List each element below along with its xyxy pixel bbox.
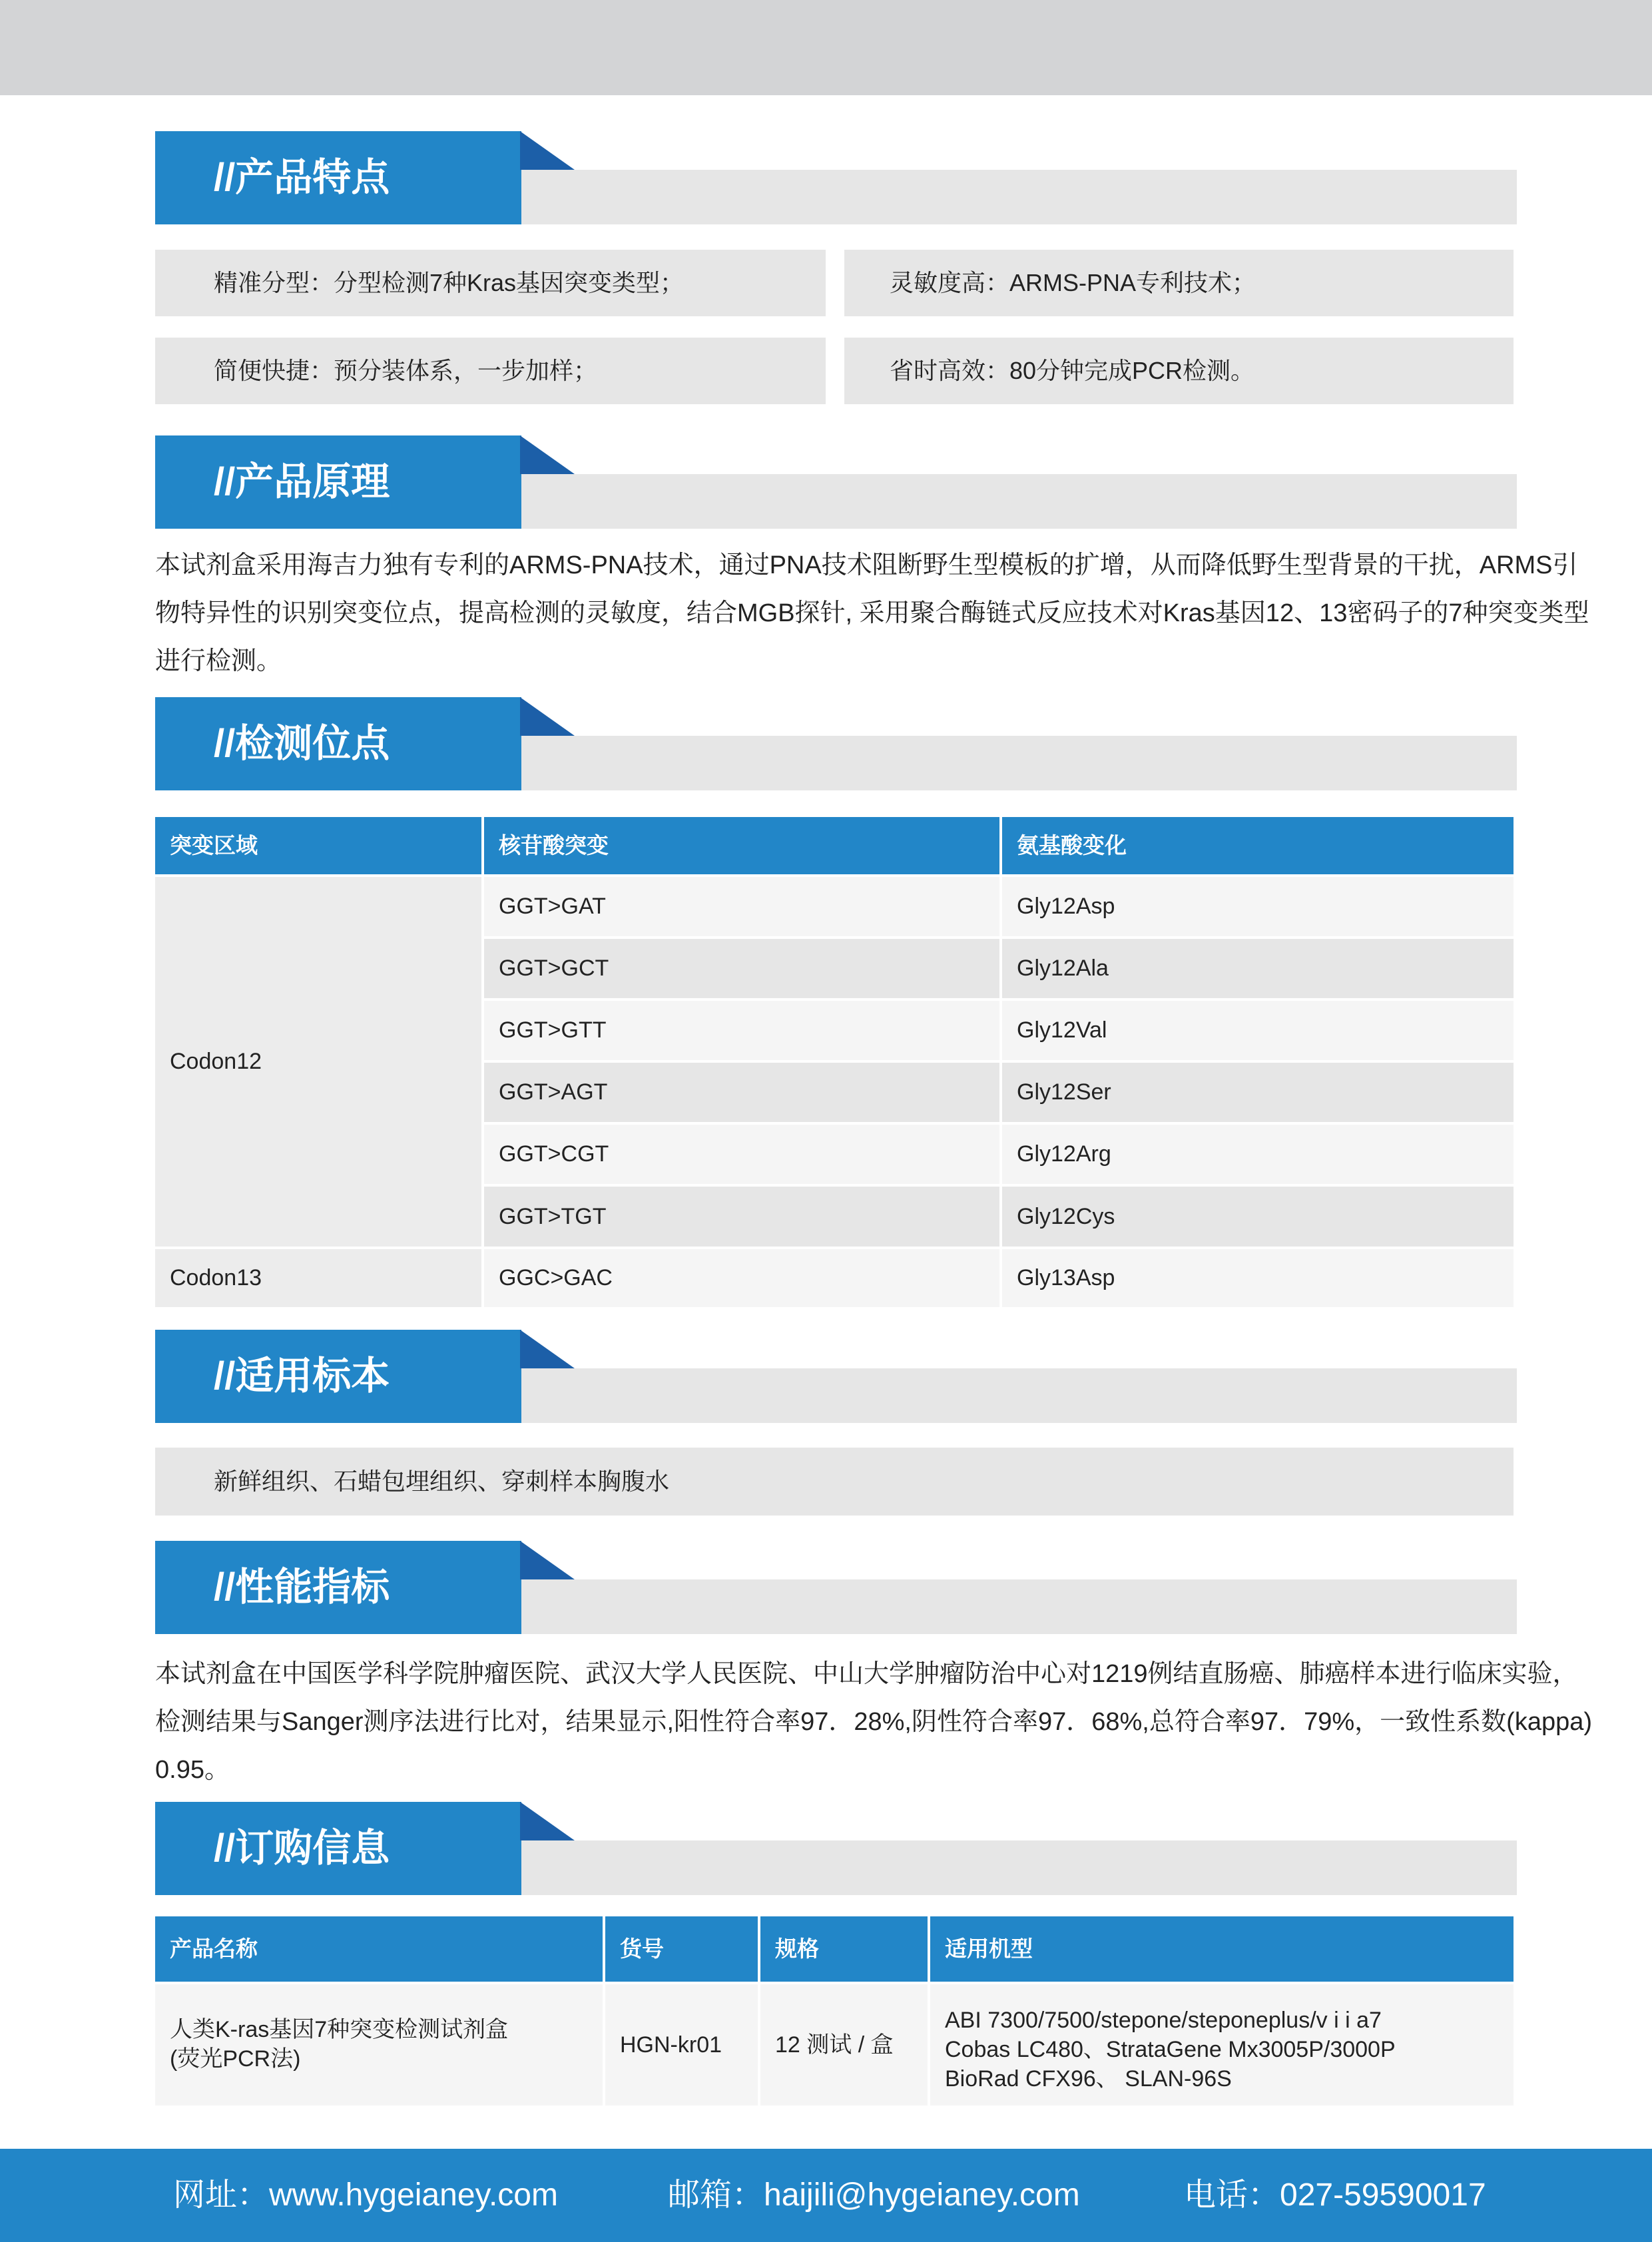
product-name-line: (荧光PCR法) (170, 2046, 301, 2072)
sku-cell: HGN-kr01 (605, 1984, 758, 2105)
table-header-cell: 核苷酸突变 (484, 817, 999, 874)
aa-cell: Gly13Asp (1002, 1249, 1514, 1307)
section-header-ordering (155, 1802, 1517, 1895)
principle-line: 物特异性的识别突变位点，提高检测的灵敏度，结合MGB探针, 采用聚合酶链式反应技术对Kras基因12、13密码子的7种突变类型 (155, 599, 1589, 627)
section-title: //适用标本 (214, 1354, 390, 1398)
specimen-text: 新鲜组织、石蜡包埋组织、穿刺样本胸腹水 (214, 1468, 670, 1495)
feature-text: 简便快捷：预分装体系，一步加样； (214, 357, 598, 384)
aa-cell: Gly12Asp (1002, 877, 1514, 936)
nt-cell: GGC>GAC (484, 1249, 999, 1307)
model-line: BioRad CFX96、 SLAN-96S (945, 2066, 1232, 2092)
section-title: //检测位点 (214, 722, 390, 765)
feature-box (155, 338, 826, 404)
feature-text: 灵敏度高：ARMS-PNA专利技术； (890, 269, 1256, 296)
top-band (0, 0, 1652, 95)
section-header-performance (155, 1541, 1517, 1634)
section-tab-corner (520, 1802, 575, 1840)
section-tab-corner (520, 697, 575, 736)
section-tab-corner (520, 1330, 575, 1368)
section-title: //订购信息 (214, 1826, 390, 1870)
table-header-cell: 突变区域 (155, 817, 481, 874)
section-title: //产品特点 (214, 156, 390, 199)
section-title: //产品原理 (214, 460, 390, 503)
order-table (155, 1916, 1514, 2105)
aa-cell: Gly12Ser (1002, 1063, 1514, 1122)
section-header-specimen (155, 1330, 1517, 1423)
principle-paragraph (155, 541, 1589, 685)
principle-line: 本试剂盒采用海吉力独有专利的ARMS-PNA技术，通过PNA技术阻断野生型模板的扩增，从而降低野生型背景的干扰，ARMS引 (155, 551, 1578, 579)
section-header-features (155, 131, 1517, 224)
section-header-principle (155, 435, 1517, 529)
nt-cell: GGT>CGT (484, 1125, 999, 1184)
performance-line: 检测结果与Sanger测序法进行比对，结果显示,阳性符合率97．28%,阴性符合率97．68%,总符合率97．79%，一致性系数(kappa) (155, 1708, 1593, 1736)
section-bar (521, 736, 1517, 790)
principle-line: 进行检测。 (155, 647, 282, 675)
aa-cell: Gly12Cys (1002, 1187, 1514, 1247)
table-header-cell: 规格 (760, 1916, 928, 1982)
footer-email[interactable]: 邮箱：haijili@hygeianey.com (668, 2177, 1080, 2213)
models-cell (930, 1984, 1514, 2105)
product-name-cell (155, 1984, 603, 2105)
sites-table (155, 817, 1514, 1307)
nt-cell: GGT>GAT (484, 877, 999, 936)
performance-line: 本试剂盒在中国医学科学院肿瘤医院、武汉大学人民医院、中山大学肿瘤防治中心对1219例结直肠癌、肺癌样本进行临床实验， (155, 1660, 1578, 1688)
section-tab-corner (520, 131, 575, 170)
table-header-cell: 适用机型 (930, 1916, 1514, 1982)
product-name-line: 人类K-ras基因7种突变检测试剂盒 (170, 2017, 509, 2042)
aa-cell: Gly12Arg (1002, 1125, 1514, 1184)
section-bar (521, 1840, 1517, 1895)
nt-cell: GGT>GCT (484, 939, 999, 998)
section-tab-corner (520, 1541, 575, 1579)
region-cell-codon13: Codon13 (155, 1249, 481, 1307)
footer-phone: 电话：027-59590017 (1184, 2177, 1486, 2213)
section-bar (521, 1368, 1517, 1423)
section-header-sites (155, 697, 1517, 790)
spec-cell: 12 测试 / 盒 (760, 1984, 928, 2105)
footer (0, 2149, 1652, 2242)
section-title: //性能指标 (214, 1565, 390, 1609)
nt-cell: GGT>TGT (484, 1187, 999, 1247)
aa-cell: Gly12Ala (1002, 939, 1514, 998)
feature-box (844, 250, 1514, 316)
nt-cell: GGT>GTT (484, 1001, 999, 1060)
model-line: ABI 7300/7500/stepone/steponeplus/v i i a7 (945, 2008, 1382, 2033)
aa-cell: Gly12Val (1002, 1001, 1514, 1060)
table-header-cell: 氨基酸变化 (1002, 817, 1514, 874)
performance-paragraph (155, 1650, 1593, 1794)
section-bar (521, 1579, 1517, 1634)
specimen-box (155, 1448, 1514, 1516)
feature-text: 精准分型：分型检测7种Kras基因突变类型； (214, 269, 685, 296)
performance-line: 0.95。 (155, 1756, 230, 1784)
table-header-cell: 货号 (605, 1916, 758, 1982)
nt-cell: GGT>AGT (484, 1063, 999, 1122)
section-tab-corner (520, 435, 575, 474)
table-header-cell: 产品名称 (155, 1916, 603, 1982)
feature-box (844, 338, 1514, 404)
section-bar (521, 474, 1517, 529)
feature-box (155, 250, 826, 316)
feature-text: 省时高效：80分钟完成PCR检测。 (890, 357, 1255, 384)
footer-website[interactable]: 网址：www.hygeianey.com (173, 2177, 558, 2213)
section-bar (521, 170, 1517, 224)
region-cell-codon12: Codon12 (155, 877, 481, 1247)
model-line: Cobas LC480、StrataGene Mx3005P/3000P (945, 2037, 1396, 2062)
